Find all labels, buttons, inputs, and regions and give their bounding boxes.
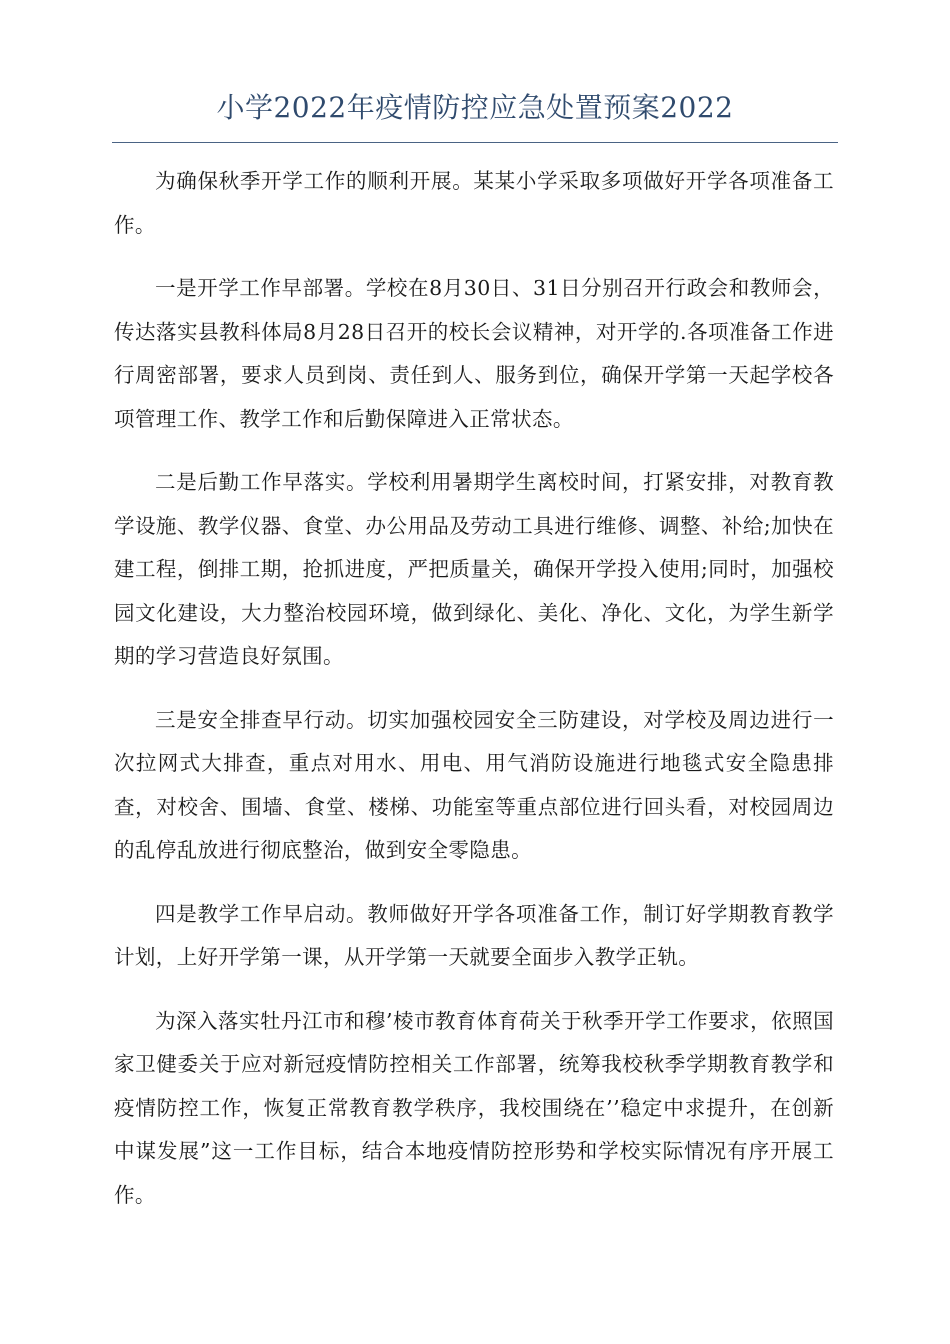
paragraph-early-deployment: 一是开学工作早部署。学校在8月30日、31日分别召开行政会和教师会，传达落实县教科体局8月28日召开的校长会议精神，对开学的.各项准备工作进行周密部署，要求人员到岗、责任到人、服务到位，确保开学第一天起学校各项管理工作、教学工作和后勤保障进入正常状态。	[114, 276, 834, 431]
title-divider	[112, 142, 838, 143]
paragraph-epidemic-control: 为深入落实牡丹江市和穆’棱市教育体育荷关于秋季开学工作要求，依照国家卫健委关于应对新冠疫情防控相关工作部署，统筹我校秋季学期教育教学和疫情防控工作，恢复正常教育教学秩序，我校围绕在’’稳定中求提升，在创新中谋发展”这一工作目标，结合本地疫情防控形势和学校实际情况有序开展工作。	[114, 1008, 834, 1207]
document-title: 小学2022年疫情防控应急处置预案2022	[216, 91, 734, 124]
paragraph-logistics: 二是后勤工作早落实。学校利用暑期学生离校时间，打紧安排，对教育教学设施、教学仪器、食堂、办公用品及劳动工具进行维修、调整、补给;加快在建工程，倒排工期，抢抓进度，严把质量关，确保开学投入使用;同时，加强校园文化建设，大力整治校园环境，做到绿化、美化、净化、文化，为学生新学期的学习营造良好氛围。	[114, 470, 834, 668]
paragraph-teaching-start: 四是教学工作早启动。教师做好开学各项准备工作，制订好学期教育教学计划，上好开学第一课，从开学第一天就要全面步入教学正轨。	[114, 901, 834, 969]
paragraph-safety-inspection: 三是安全排查早行动。切实加强校园安全三防建设，对学校及周边进行一次拉网式大排查，重点对用水、用电、用气消防设施进行地毯式安全隐患排查，对校舍、围墙、食堂、楼梯、功能室等重点部位进行回头看，对校园周边的乱停乱放进行彻底整治，做到安全零隐患。	[114, 707, 834, 862]
paragraph-intro: 为确保秋季开学工作的顺利开展。某某小学采取多项做好开学各项准备工作。	[114, 169, 834, 237]
document-body	[114, 160, 834, 1237]
